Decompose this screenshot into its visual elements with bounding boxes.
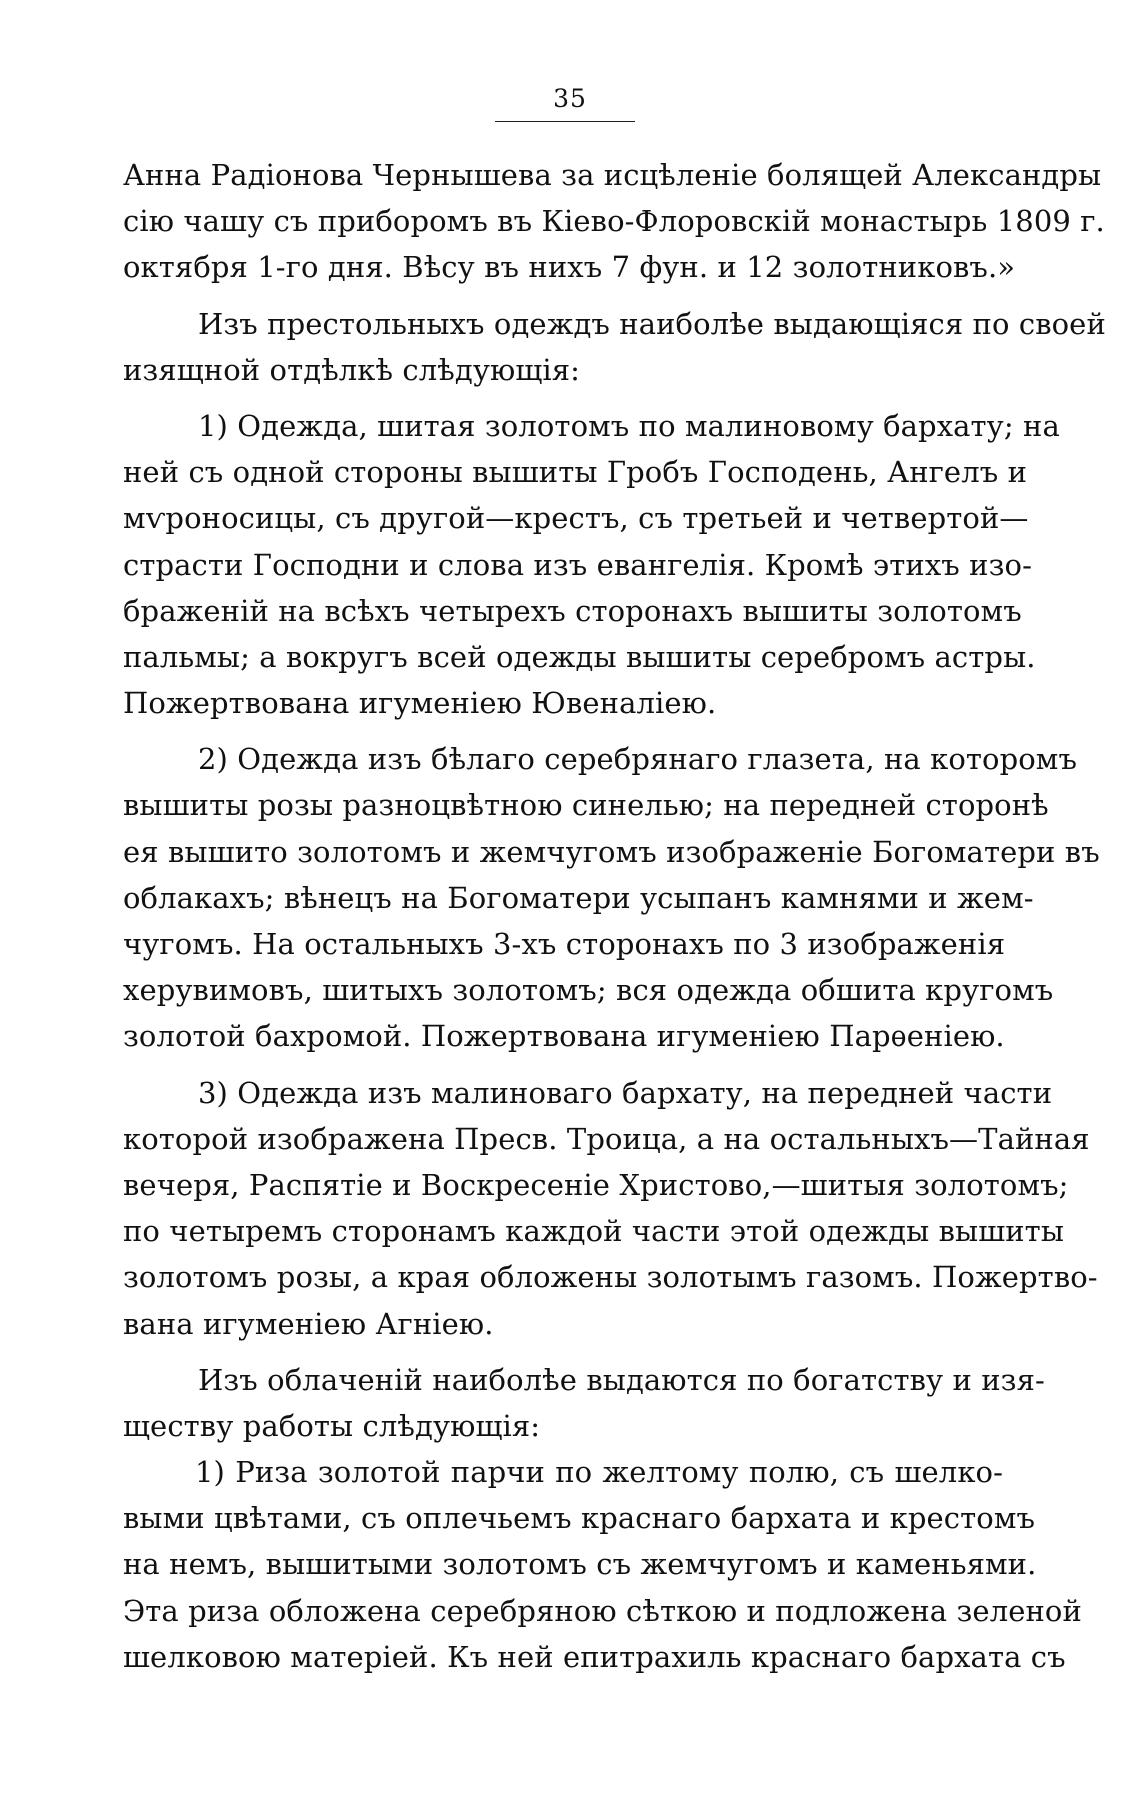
- text-line: золотомъ розы, а края обложены золотымъ газомъ. Пожертво-: [123, 1260, 1098, 1295]
- paragraph-vestment-3: [123, 1070, 1098, 1347]
- text-line: на немъ, вышитыми золотомъ съ жемчугомъ и каменьями.: [123, 1547, 1037, 1582]
- text-line: Анна Радiонова Чернышева за исцѣленiе болящей Александры: [123, 158, 1102, 192]
- text-line: выми цвѣтами, съ оплечьемъ краснаго бархата и крестомъ: [123, 1501, 1036, 1536]
- text-line: браженiй на всѣхъ четырехъ сторонахъ вышиты золотомъ: [123, 593, 1022, 628]
- paragraph-robe-1: [123, 1449, 1082, 1680]
- text-line: вышиты розы разноцвѣтною синелью; на передней сторонѣ: [123, 788, 1049, 823]
- text-line: которой изображена Пресв. Троица, а на остальныхъ—Тайная: [123, 1121, 1090, 1156]
- text-line: Эта риза обложена серебряною сѣткою и подложена зеленой: [123, 1593, 1082, 1628]
- text-line: 2) Одежда изъ бѣлаго серебрянаго глазета, на которомъ: [198, 742, 1078, 777]
- page-number: 35: [553, 84, 587, 113]
- paragraph-vestment-1: [123, 403, 1060, 726]
- text-line: Пожертвована игуменiею Ювеналiею.: [123, 686, 717, 721]
- text-line: изящной отдѣлкѣ слѣдующiя:: [123, 352, 581, 387]
- text-line: страсти Господни и слова изъ евангелiя. Кромѣ этихъ изо-: [123, 547, 1032, 582]
- paragraph-chalice-inscription: [123, 152, 1105, 291]
- body-text: [123, 152, 1106, 1680]
- text-line: облакахъ; вѣнецъ на Богоматери усыпанъ камнями и жем-: [123, 880, 1034, 915]
- text-line: вана игуменiею Агнiею.: [123, 1306, 494, 1341]
- text-line: ществу работы слѣдующiя:: [123, 1408, 541, 1443]
- text-line: Изъ облаченiй наиболѣе выдаются по богатству и изя-: [198, 1362, 1045, 1397]
- text-line: шелковою матерiей. Къ ней епитрахиль краснаго бархата съ: [123, 1639, 1066, 1674]
- text-line: октября 1-го дня. Вѣсу въ нихъ 7 фун. и 12 золотниковъ.»: [123, 250, 1016, 285]
- paragraph-altar-vestments-intro: [123, 301, 1106, 393]
- text-line: золотой бахромой. Пожертвована игуменiею Парѳенiею.: [123, 1019, 1005, 1054]
- text-line: сiю чашу съ приборомъ въ Кiево-Флоровскiй монастырь 1809 г.: [123, 204, 1105, 239]
- paragraph-vestment-2: [123, 736, 1100, 1059]
- text-line: по четыремъ сторонамъ каждой части этой одежды вышиты: [123, 1214, 1065, 1249]
- text-line: ея вышито золотомъ и жемчугомъ изображенiе Богоматери въ: [123, 834, 1100, 869]
- text-line: Изъ престольныхъ одеждъ наиболѣе выдающiяся по своей: [198, 306, 1106, 341]
- text-line: пальмы; а вокругъ всей одежды вышиты серебромъ астры.: [123, 639, 1036, 674]
- text-line: ней съ одной стороны вышиты Гробъ Господень, Ангелъ и: [123, 455, 1028, 490]
- text-line: чугомъ. На остальныхъ 3-хъ сторонахъ по 3 изображенiя: [123, 927, 1006, 961]
- text-line: 1) Риза золотой парчи по желтому полю, съ шелко-: [195, 1455, 1003, 1490]
- text-line: херувимовъ, шитыхъ золотомъ; вся одежда обшита кругомъ: [123, 973, 1054, 1008]
- text-line: 3) Одежда изъ малиноваго бархату, на передней части: [198, 1075, 1053, 1110]
- text-line: мѵроносицы, съ другой—крестъ, съ третьей и четвертой—: [123, 501, 1029, 536]
- text-line: 1) Одежда, шитая золотомъ по малиновому бархату; на: [198, 408, 1060, 443]
- page-number-rule: [495, 121, 635, 122]
- paragraph-robes-intro: [123, 1357, 1045, 1449]
- text-line: вечеря, Распятiе и Воскресенiе Христово,—шитыя золотомъ;: [123, 1167, 1069, 1202]
